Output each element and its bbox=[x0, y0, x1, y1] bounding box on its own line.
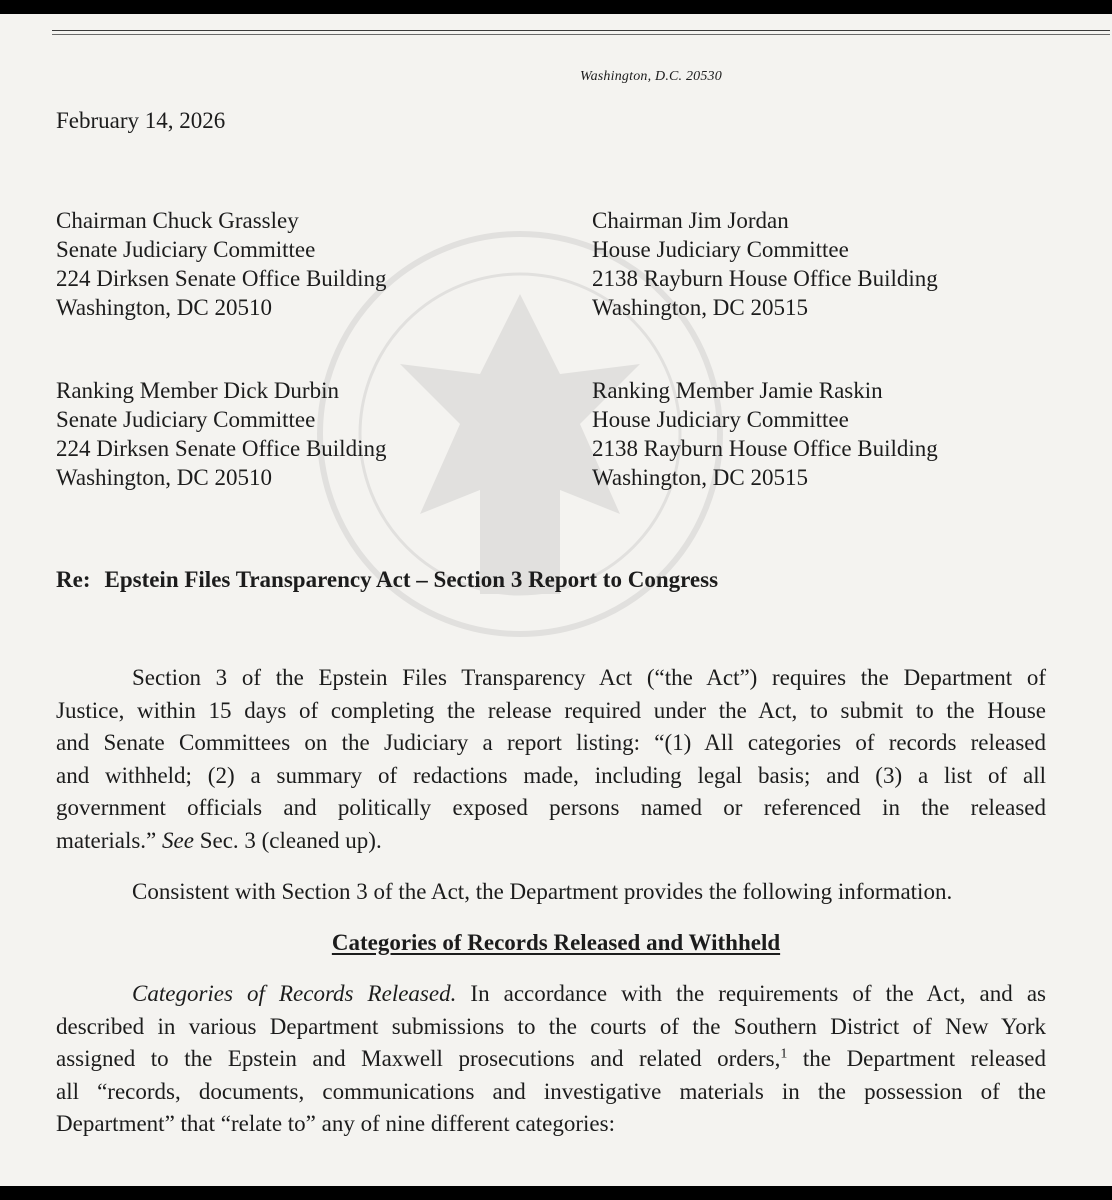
subject-label: Re: bbox=[56, 567, 91, 592]
letter-page bbox=[0, 14, 1112, 1186]
subject-line bbox=[56, 567, 718, 593]
paragraph-records-released bbox=[56, 978, 1046, 1141]
body-text: the Department released bbox=[802, 1046, 1047, 1071]
body-line: all “records, documents, communications and investigative materials in the possession of the bbox=[56, 1078, 1046, 1104]
addressee-line: 224 Dirksen Senate Office Building bbox=[56, 436, 387, 461]
letterhead-rule bbox=[52, 30, 1110, 31]
section-heading-text: Categories of Records Released and Withheld bbox=[331, 930, 781, 955]
letterhead-location: Washington, D.C. 20530 bbox=[580, 69, 722, 84]
addressee-block-jordan bbox=[592, 206, 938, 322]
body-text: materials.” bbox=[56, 827, 157, 853]
body-line: government officials and politically exposed persons named or referenced in the released bbox=[56, 795, 1046, 820]
body-text: Sec. 3 (cleaned up). bbox=[199, 827, 382, 853]
body-line: Justice, within 15 days of completing the release required under the Act, to submit to the House bbox=[56, 697, 1046, 723]
categories-released-lead: Categories of Records Released. bbox=[132, 981, 457, 1006]
body-line bbox=[56, 978, 1046, 1011]
body-line-final bbox=[56, 825, 1046, 858]
body-line: and withheld; (2) a summary of redactions made, including legal basis; and (3) a list of all bbox=[56, 762, 1046, 788]
section-heading bbox=[0, 930, 1112, 956]
addressee-line: 2138 Rayburn House Office Building bbox=[592, 436, 938, 461]
body-line: Department” that “relate to” any of nine different categories: bbox=[56, 1111, 615, 1136]
addressee-line: House Judiciary Committee bbox=[592, 407, 849, 432]
addressee-line: Ranking Member Dick Durbin bbox=[56, 378, 339, 403]
addressee-line: House Judiciary Committee bbox=[592, 237, 849, 262]
addressee-block-grassley bbox=[56, 206, 386, 322]
addressee-line: Chairman Jim Jordan bbox=[592, 208, 789, 233]
body-line: Section 3 of the Epstein Files Transparency Act (“the Act”) requires the Department of bbox=[132, 665, 1046, 690]
addressee-block-raskin bbox=[592, 376, 938, 492]
addressee-line: Washington, DC 20510 bbox=[56, 295, 273, 320]
paragraph-consistent bbox=[56, 876, 1046, 909]
addressee-line: Ranking Member Jamie Raskin bbox=[592, 378, 883, 403]
body-text: assigned to the Epstein and Maxwell prosecutions and related orders, bbox=[56, 1046, 781, 1071]
body-line bbox=[56, 1043, 1046, 1076]
see-signal: See bbox=[162, 827, 194, 853]
body-line: and Senate Committees on the Judiciary a report listing: “(1) All categories of records released bbox=[56, 730, 1046, 755]
paragraph-section3-requirements bbox=[56, 662, 1046, 857]
addressee-line: 2138 Rayburn House Office Building bbox=[592, 266, 938, 291]
body-line: described in various Department submissions to the courts of the Southern District of New York bbox=[56, 1013, 1046, 1039]
addressee-line: Senate Judiciary Committee bbox=[56, 237, 316, 262]
addressee-line: Washington, DC 20515 bbox=[592, 295, 809, 320]
body-text: In accordance with the requirements of the Act, and as bbox=[470, 981, 1046, 1006]
addressee-line: Senate Judiciary Committee bbox=[56, 407, 316, 432]
body-line: Consistent with Section 3 of the Act, the Department provides the following information. bbox=[132, 879, 953, 904]
letter-date: February 14, 2026 bbox=[56, 108, 226, 133]
letterhead-rule-secondary bbox=[52, 34, 1110, 35]
footnote-marker[interactable]: 1 bbox=[780, 1046, 788, 1062]
addressee-line: 224 Dirksen Senate Office Building bbox=[56, 266, 387, 291]
subject-text: Epstein Files Transparency Act – Section 3 Report to Congress bbox=[104, 567, 719, 592]
addressee-line: Washington, DC 20515 bbox=[592, 465, 809, 490]
addressee-line: Chairman Chuck Grassley bbox=[56, 208, 299, 233]
addressee-line: Washington, DC 20510 bbox=[56, 465, 273, 490]
addressee-block-durbin bbox=[56, 376, 386, 492]
